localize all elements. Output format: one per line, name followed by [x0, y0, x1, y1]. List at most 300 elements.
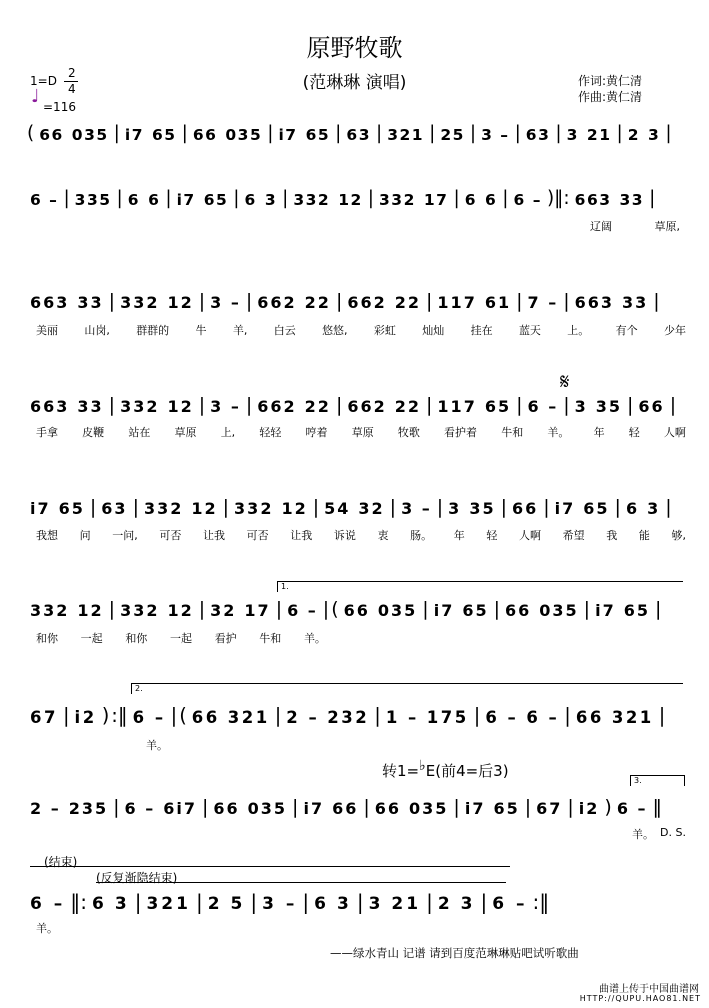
first-ending-bracket — [277, 581, 683, 592]
lyric-word: 草原 — [351, 426, 374, 439]
note-group: 321 — [387, 126, 425, 144]
note-group: 66 — [192, 126, 218, 144]
note-group: 3 — [368, 894, 384, 914]
lyric-word: 和你 — [36, 632, 58, 645]
lyric-word: 挂在 — [470, 324, 493, 337]
barline: | — [62, 704, 70, 727]
barline: ( — [179, 704, 187, 727]
lyric-word: 悠悠, — [322, 324, 348, 337]
key-change-prefix: 转1= — [382, 762, 420, 780]
note-group: i2 — [74, 708, 97, 727]
lyric-word: 白云 — [273, 324, 296, 337]
lyric-word: 羊。 — [632, 828, 654, 841]
score-system-8 — [26, 796, 684, 818]
barline: | — [335, 394, 343, 416]
note-group: 662 — [257, 293, 297, 312]
note-group: 67 — [536, 799, 563, 818]
lyric-word: 肠。 — [410, 529, 433, 542]
note-group: 6 — [148, 191, 161, 209]
key-change-marking — [382, 760, 509, 781]
lyric-word: 牛和 — [501, 426, 524, 439]
note-group: 321 — [611, 708, 654, 727]
barline: | — [222, 496, 230, 518]
barline: | — [181, 123, 188, 144]
note-group: 67 — [30, 708, 58, 727]
barline: | — [614, 496, 621, 518]
note-group: 2 — [437, 894, 453, 914]
barline: | — [113, 796, 120, 818]
lyric-word: 草原 — [174, 426, 197, 439]
note-group: 6 – — [485, 708, 519, 727]
barline: | — [654, 598, 662, 620]
end-label: (结束) — [44, 855, 78, 869]
note-group: 65 — [203, 191, 229, 209]
note-group: 3 – — [481, 126, 510, 144]
note-group: 035 — [409, 799, 449, 818]
note-group: 12 — [167, 397, 194, 416]
note-group: 332 — [120, 397, 160, 416]
repeat-fade-label: (反复渐隐结束) — [96, 871, 178, 885]
note-group: 3 – — [210, 397, 241, 416]
note-group: 3 – — [262, 894, 298, 914]
note-group: 54 — [324, 499, 351, 518]
lyricist-credit: 作词:黄仁清 — [578, 74, 643, 88]
first-ending-label: 1. — [281, 582, 289, 591]
note-group: 035 — [225, 126, 263, 144]
note-group: 66 — [39, 126, 64, 144]
note-group: i7 — [595, 601, 616, 620]
barline: | — [267, 123, 274, 144]
note-group: 332 — [120, 601, 160, 620]
lyric-word: 羊。 — [547, 426, 570, 439]
barline: | — [567, 796, 574, 818]
note-group: 65 — [493, 799, 520, 818]
note-group: i7 — [176, 191, 196, 209]
lyric-word: 让我 — [203, 529, 225, 542]
note-group: 22 — [394, 397, 422, 416]
note-group: 7 – — [527, 293, 559, 312]
note-group: 33 — [77, 397, 104, 416]
score-system-2 — [26, 188, 684, 209]
barline: | — [669, 394, 677, 416]
note-group: 6 — [127, 191, 141, 209]
barline: | — [356, 890, 364, 914]
note-group: 63 — [101, 499, 128, 518]
note-group: 3 — [448, 499, 462, 518]
key-change-key: E — [425, 762, 436, 780]
note-group: 35 — [595, 397, 623, 416]
note-group: 65 — [623, 601, 650, 620]
lyric-word: 和你 — [125, 632, 148, 645]
lyric-word: 少年 — [663, 324, 686, 337]
barline: | — [89, 496, 97, 518]
barline: ) — [101, 704, 110, 727]
lyric-word: 羊。 — [146, 739, 168, 752]
note-group: 662 — [347, 293, 387, 312]
repeat-fade-bracket-line — [96, 882, 506, 883]
note-group: 65 — [305, 126, 331, 144]
note-group: 21 — [586, 126, 612, 144]
barline: | — [516, 290, 523, 312]
note-group: 6 — [484, 191, 498, 209]
barline: | — [108, 394, 116, 416]
lyric-line-5 — [36, 527, 686, 543]
note-group: 25 — [440, 126, 465, 144]
barline: | — [198, 394, 206, 416]
lyric-word: 够, — [671, 529, 686, 542]
song-title: 原野牧歌 — [306, 34, 403, 62]
note-group: 61 — [484, 293, 512, 312]
lyric-word: 能 — [638, 529, 650, 542]
lyric-word: 我 — [606, 529, 618, 542]
note-group: 662 — [347, 397, 387, 416]
lyric-word: 我想 — [36, 529, 58, 542]
flat-icon: ♭ — [419, 758, 426, 774]
lyric-word: 上, — [220, 426, 236, 439]
barline: | — [116, 188, 123, 209]
barline: | — [170, 704, 178, 727]
barline: | — [453, 796, 460, 818]
barline: | — [134, 890, 142, 914]
note-group: 3 – — [210, 293, 241, 312]
note-group: 63 — [525, 126, 551, 144]
note-group: 22 — [304, 397, 331, 416]
note-group: 66 — [332, 799, 359, 818]
note-group: 65 — [583, 499, 610, 518]
lyric-word: 让我 — [290, 529, 313, 542]
barline: | — [583, 598, 591, 620]
note-group: 22 — [394, 293, 422, 312]
lyric-word: 人啊 — [663, 426, 686, 439]
score-system-6 — [26, 598, 684, 620]
note-group: 3 — [460, 894, 476, 914]
lyric-word: 轻轻 — [259, 426, 282, 439]
note-group: 6 – — [30, 191, 59, 209]
lyric-word: 看护 — [214, 632, 237, 645]
lyric-word: 羊。 — [36, 922, 58, 935]
note-group: 232 — [327, 708, 370, 727]
barline: | — [374, 704, 381, 727]
lyric-word: 人啊 — [519, 529, 541, 542]
barline: | — [245, 394, 253, 416]
lyric-line-4 — [36, 424, 686, 440]
barline: | — [322, 598, 330, 620]
note-group: 66 — [213, 799, 240, 818]
note-group: i7 — [554, 499, 576, 518]
barline: | — [113, 123, 120, 144]
note-group: 6 – — [616, 799, 648, 818]
note-group: 6 — [464, 191, 477, 209]
note-group: i7 — [464, 799, 486, 818]
note-group: 3 — [336, 894, 352, 914]
note-group: i7 — [278, 126, 298, 144]
barline: | — [132, 496, 139, 518]
barline: :‖ — [111, 704, 128, 727]
key-signature: 1=D — [30, 74, 57, 88]
lyric-line-2 — [590, 218, 680, 234]
note-group: 66 — [505, 601, 532, 620]
time-signature-top: 2 — [68, 66, 76, 80]
lyric-word: 年 — [593, 426, 605, 439]
lyric-word: 蓝天 — [518, 324, 541, 337]
third-ending-bracket — [630, 775, 685, 786]
note-group: 12 — [77, 601, 104, 620]
note-group: 32 — [358, 499, 385, 518]
note-group: 12 — [167, 293, 194, 312]
composer-credit: 作曲:黄仁清 — [578, 90, 643, 104]
barline: | — [429, 123, 436, 144]
barline: | — [564, 704, 571, 727]
quarter-note-icon: ♩ — [31, 86, 40, 107]
lyric-line-7 — [146, 737, 176, 753]
note-group: 332 — [143, 499, 184, 518]
note-group: 66 — [638, 397, 665, 416]
lyric-word: 可否 — [159, 529, 182, 542]
score-system-4 — [26, 394, 684, 416]
barline: | — [426, 290, 433, 312]
note-group: 3 — [566, 126, 579, 144]
note-group: 3 — [648, 126, 661, 144]
lyric-word: 美丽 — [36, 324, 58, 337]
lyric-line-3 — [36, 322, 686, 338]
note-group: 2 — [627, 126, 641, 144]
note-group: 321 — [227, 708, 270, 727]
lyric-word: 辽阔 — [590, 220, 612, 233]
note-group: 66 — [343, 601, 370, 620]
note-group: 6 – — [527, 397, 559, 416]
note-group: 117 — [437, 397, 477, 416]
note-group: 65 — [152, 126, 177, 144]
note-group: 3 — [574, 397, 588, 416]
barline: | — [516, 394, 523, 416]
barline: | — [665, 123, 672, 144]
barline: :‖ — [532, 890, 550, 914]
barline: | — [274, 704, 282, 727]
key-change-note: (前4=后3) — [435, 762, 509, 780]
lyric-word: 衷 — [377, 529, 389, 542]
note-group: i7 — [30, 499, 51, 518]
note-group: 17 — [244, 601, 271, 620]
barline: | — [653, 290, 660, 312]
barline: | — [312, 496, 320, 518]
note-group: 335 — [74, 191, 112, 209]
barline: | — [335, 123, 342, 144]
lyric-word: 一起 — [80, 632, 103, 645]
note-group: 663 — [574, 293, 615, 312]
barline: | — [302, 890, 310, 914]
note-group: i7 — [303, 799, 325, 818]
lyric-line-6 — [36, 630, 326, 646]
site-url-watermark: HTTP://QUPU.HAO81.NET — [579, 994, 701, 1003]
barline: | — [514, 123, 521, 144]
note-group: 6 — [625, 499, 640, 518]
note-group: 332 — [293, 191, 331, 209]
note-group: 12 — [338, 191, 363, 209]
lyric-word: 皮鞭 — [82, 426, 105, 439]
note-group: 3 — [647, 499, 661, 518]
note-group: 65 — [484, 397, 512, 416]
barline: | — [108, 290, 116, 312]
lyric-word: 问 — [79, 529, 91, 542]
lyric-word: 哼着 — [305, 426, 328, 439]
barline: | — [275, 598, 283, 620]
barline: | — [473, 704, 481, 727]
lyric-word: 轻 — [486, 529, 498, 542]
note-group: 12 — [281, 499, 308, 518]
note-group: 035 — [539, 601, 579, 620]
barline: | — [63, 188, 70, 209]
barline: | — [426, 890, 433, 914]
tempo-marking: =116 — [43, 100, 76, 114]
score-system-9 — [26, 890, 684, 914]
barline: | — [165, 188, 172, 209]
barline: | — [453, 188, 460, 209]
lyric-word: 一问, — [112, 529, 138, 542]
lyric-word: 看护着 — [444, 426, 478, 439]
note-group: 66 — [374, 799, 402, 818]
note-group: 1 – — [385, 708, 419, 727]
note-group: 235 — [68, 799, 109, 818]
note-group: 663 — [574, 191, 612, 209]
note-group: 6 – — [124, 799, 156, 818]
note-group: 66 — [511, 499, 539, 518]
note-group: 22 — [304, 293, 331, 312]
barline: ) — [604, 796, 612, 818]
third-ending-label: 3. — [634, 776, 642, 785]
note-group: 65 — [58, 499, 85, 518]
note-group: 117 — [437, 293, 477, 312]
barline: | — [543, 496, 550, 518]
site-watermark: 曲谱上传于中国曲谱网 — [599, 984, 699, 995]
note-group: 33 — [77, 293, 104, 312]
barline: | — [649, 188, 656, 209]
barline: | — [250, 890, 258, 914]
barline: | — [480, 890, 488, 914]
barline: | — [563, 290, 570, 312]
note-group: 5 — [230, 894, 246, 914]
note-group: i7 — [124, 126, 144, 144]
note-group: 33 — [619, 191, 645, 209]
singer-subtitle: (范琳琳 演唱) — [302, 73, 407, 93]
lyric-word: 牛 — [195, 324, 207, 337]
lyric-line-9 — [36, 920, 66, 936]
lyric-word: 羊。 — [303, 632, 326, 645]
note-group: 035 — [247, 799, 288, 818]
barline: | — [375, 123, 383, 144]
lyric-word: 灿灿 — [422, 324, 445, 337]
barline: | — [616, 123, 623, 144]
time-signature-bottom: 4 — [68, 82, 76, 96]
note-group: 6 – — [526, 708, 560, 727]
second-ending-label: 2. — [135, 684, 143, 693]
lyric-word: 希望 — [562, 529, 585, 542]
score-system-3 — [26, 290, 684, 312]
barline: | — [500, 496, 507, 518]
lyric-word: 一起 — [169, 632, 192, 645]
note-group: 2 – — [30, 799, 61, 818]
note-group: 33 — [622, 293, 649, 312]
barline: | — [292, 796, 299, 818]
barline: | — [108, 598, 116, 620]
lyric-word: D. S. — [660, 826, 686, 839]
barline: | — [389, 496, 397, 518]
lyric-word: 彩虹 — [373, 324, 396, 337]
lyric-word: 诉说 — [333, 529, 356, 542]
note-group: 6 — [92, 894, 107, 914]
lyric-word: 牧歌 — [397, 426, 420, 439]
barline: | — [469, 123, 477, 144]
note-group: 2 — [207, 894, 223, 914]
score-system-1 — [26, 123, 684, 144]
barline: | — [282, 188, 289, 209]
note-group: 12 — [191, 499, 218, 518]
barline: ‖ — [652, 796, 663, 818]
note-group: 35 — [469, 499, 496, 518]
barline: ‖: — [70, 890, 87, 914]
barline: | — [563, 394, 570, 416]
note-group: 332 — [234, 499, 274, 518]
note-group: 2 – — [286, 708, 320, 727]
note-group: 6 – — [30, 894, 66, 914]
barline: | — [436, 496, 444, 518]
lyric-word: 牛和 — [259, 632, 282, 645]
note-group: 32 — [210, 601, 237, 620]
lyric-word: 草原, — [654, 220, 680, 233]
note-group: 035 — [377, 601, 418, 620]
note-group: 332 — [120, 293, 160, 312]
barline: ( — [27, 123, 35, 144]
barline: | — [363, 796, 370, 818]
barline: | — [658, 704, 666, 727]
lyric-word: 手拿 — [36, 426, 58, 439]
lyric-word: 可否 — [246, 529, 269, 542]
note-group: 6 – — [132, 708, 166, 727]
barline: | — [335, 290, 343, 312]
note-group: 66 — [191, 708, 220, 727]
lyric-word: 羊, — [232, 324, 248, 337]
barline: | — [367, 188, 375, 209]
barline: | — [426, 394, 433, 416]
segno-icon: 𝄋 — [560, 370, 570, 395]
lyric-word: 有个 — [615, 324, 638, 337]
lyric-word: 群群的 — [136, 324, 170, 337]
note-group: 6 – — [513, 191, 542, 209]
score-system-5 — [26, 496, 684, 518]
barline: )‖: — [546, 188, 570, 209]
note-group: 3 — [264, 191, 278, 209]
barline: | — [493, 598, 500, 620]
barline: | — [233, 188, 240, 209]
lyric-word: 年 — [453, 529, 465, 542]
lyric-word: 山岗, — [84, 324, 110, 337]
second-ending-bracket — [131, 683, 683, 694]
barline: | — [245, 290, 253, 312]
note-group: 6 – — [287, 601, 318, 620]
transcriber-credit: ——绿水青山 记谱 请到百度范琳琳贴吧试听歌曲 — [330, 946, 579, 960]
note-group: 663 — [30, 293, 70, 312]
note-group: i7 — [433, 601, 455, 620]
lyric-word: 站在 — [128, 426, 151, 439]
note-group: 321 — [146, 894, 191, 914]
lyric-word: 轻 — [628, 426, 640, 439]
note-group: 63 — [346, 126, 371, 144]
note-group: 3 — [114, 894, 130, 914]
barline: ( — [331, 598, 339, 620]
barline: | — [627, 394, 634, 416]
barline: | — [502, 188, 509, 209]
note-group: i2 — [578, 799, 600, 818]
note-group: 66 — [575, 708, 604, 727]
